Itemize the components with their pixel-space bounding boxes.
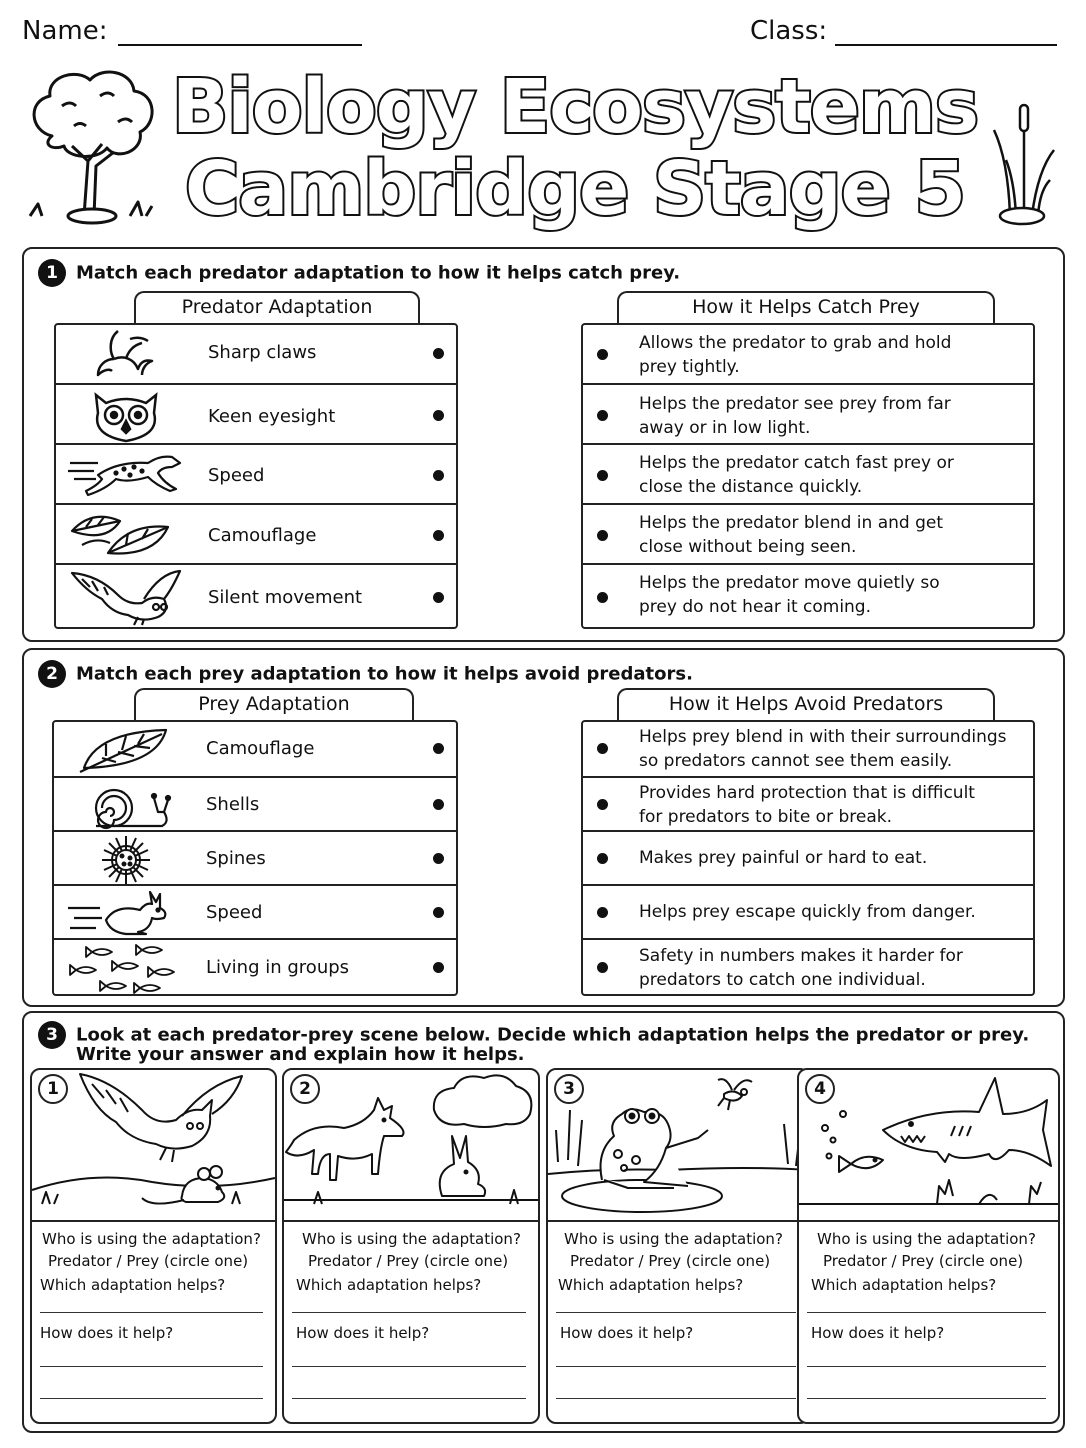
circle-label[interactable]: Predator / Prey (circle one): [570, 1252, 771, 1270]
q3-number: 3: [38, 1021, 66, 1049]
table-row: [583, 443, 1033, 505]
answer-line[interactable]: [40, 1366, 263, 1367]
q2-right-text: Provides hard protection that is difficult: [639, 783, 975, 803]
sea-urchin-icon: [66, 836, 184, 884]
scene-card-1: [30, 1068, 277, 1424]
q1-prompt-text: Match each predator adaptation to how it helps catch prey.: [76, 262, 681, 284]
table-row: [583, 325, 1033, 383]
who-label: Who is using the adaptation?: [817, 1230, 1036, 1248]
q2-right-text: predators to catch one individual.: [639, 970, 926, 990]
q2-right-header: How it Helps Avoid Predators: [617, 688, 995, 722]
q2-right-text: Helps prey escape quickly from danger.: [639, 902, 976, 922]
leaf-icon: [66, 726, 184, 774]
q1-number: 1: [38, 259, 66, 287]
answer-line[interactable]: [292, 1398, 526, 1399]
which-label: Which adaptation helps?: [296, 1276, 482, 1294]
class-line[interactable]: [835, 44, 1057, 46]
table-row: [583, 503, 1033, 565]
q1-left-label: Silent movement: [208, 587, 363, 608]
match-dot[interactable]: [597, 530, 608, 541]
q2-left-label: Living in groups: [206, 957, 350, 978]
q1-right-text: Helps the predator see prey from far: [639, 394, 951, 414]
match-dot[interactable]: [597, 349, 608, 360]
table-row: [56, 503, 456, 565]
match-dot[interactable]: [597, 962, 608, 973]
table-row: [54, 938, 456, 996]
q3-prompt-line-1: Look at each predator-prey scene below. Decide which adaptation helps the predator or prey.: [76, 1024, 1030, 1046]
table-row: [583, 383, 1033, 445]
q1-right-text: away or in low light.: [639, 418, 811, 438]
who-label: Who is using the adaptation?: [564, 1230, 783, 1248]
table-row: [56, 325, 456, 383]
which-label: Which adaptation helps?: [40, 1276, 226, 1294]
match-dot[interactable]: [433, 410, 444, 421]
owl-mouse-scene: [32, 1070, 275, 1220]
table-row: [56, 443, 456, 505]
q1-right-text: prey tightly.: [639, 357, 740, 377]
how-label: How does it help?: [296, 1324, 430, 1342]
answer-line[interactable]: [807, 1312, 1046, 1313]
match-dot[interactable]: [433, 470, 444, 481]
answer-line[interactable]: [556, 1398, 796, 1399]
table-row: [56, 383, 456, 445]
q1-right-text: Helps the predator blend in and get: [639, 513, 943, 533]
match-dot[interactable]: [597, 743, 608, 754]
q1-left-label: Keen eyesight: [208, 406, 336, 427]
q1-left-label: Speed: [208, 465, 265, 486]
answer-line[interactable]: [292, 1366, 526, 1367]
table-row: [54, 884, 456, 940]
q3-prompt-line-2: Write your answer and explain how it helps.: [76, 1044, 525, 1065]
q2-left-label: Speed: [206, 902, 263, 923]
scene-number: 3: [554, 1074, 584, 1104]
name-line[interactable]: [118, 44, 362, 46]
table-row: [54, 776, 456, 832]
circle-label[interactable]: Predator / Prey (circle one): [308, 1252, 509, 1270]
q1-right-text: prey do not hear it coming.: [639, 597, 872, 617]
section-3: [22, 1011, 1065, 1433]
class-label: Class:: [750, 16, 828, 46]
q1-right-text: close the distance quickly.: [639, 477, 863, 497]
tree-icon: [22, 66, 162, 226]
answer-line[interactable]: [807, 1398, 1046, 1399]
table-row: [56, 563, 456, 629]
match-dot[interactable]: [597, 853, 608, 864]
answer-line[interactable]: [556, 1312, 796, 1313]
q2-prompt: [38, 660, 693, 688]
match-dot[interactable]: [597, 592, 608, 603]
scene-number: 2: [290, 1074, 320, 1104]
answer-line[interactable]: [292, 1312, 526, 1313]
answer-line[interactable]: [40, 1398, 263, 1399]
title-line-1: Biology Ecosystems: [171, 64, 979, 150]
match-dot[interactable]: [597, 410, 608, 421]
how-label: How does it help?: [560, 1324, 694, 1342]
scene-number: 1: [38, 1074, 68, 1104]
scene-number: 4: [805, 1074, 835, 1104]
match-dot[interactable]: [433, 348, 444, 359]
frog-insect-scene: [548, 1070, 808, 1220]
match-dot[interactable]: [433, 530, 444, 541]
table-row: [583, 830, 1033, 886]
q1-left-table: [54, 323, 458, 629]
fish-school-icon: [66, 944, 184, 994]
match-dot[interactable]: [597, 470, 608, 481]
answer-line[interactable]: [807, 1366, 1046, 1367]
rabbit-icon: [66, 890, 184, 938]
match-dot[interactable]: [597, 907, 608, 918]
q2-left-label: Shells: [206, 794, 260, 815]
q2-right-text: so predators cannot see them easily.: [639, 751, 953, 771]
q1-left-label: Sharp claws: [208, 342, 317, 363]
table-row: [54, 722, 456, 776]
who-label: Who is using the adaptation?: [42, 1230, 261, 1248]
answer-line[interactable]: [40, 1312, 263, 1313]
section-1: [22, 247, 1065, 642]
q1-left-header: Predator Adaptation: [134, 291, 420, 325]
claw-icon: [68, 329, 186, 379]
q2-right-table: [581, 720, 1035, 996]
q1-prompt: [38, 259, 680, 287]
q1-right-text: Helps the predator catch fast prey or: [639, 453, 954, 473]
cheetah-icon: [68, 449, 186, 501]
match-dot[interactable]: [597, 799, 608, 810]
table-row: [583, 722, 1033, 776]
snail-icon: [66, 782, 184, 830]
table-row: [583, 938, 1033, 996]
table-row: [54, 830, 456, 886]
q1-right-text: close without being seen.: [639, 537, 857, 557]
q2-left-header: Prey Adaptation: [134, 688, 414, 722]
fox-rabbit-scene: [284, 1070, 538, 1220]
q2-right-text: Helps prey blend in with their surroundings: [639, 727, 1007, 747]
q2-right-text: Safety in numbers makes it harder for: [639, 946, 963, 966]
q1-right-text: Helps the predator move quietly so: [639, 573, 940, 593]
match-dot[interactable]: [433, 853, 444, 864]
match-dot[interactable]: [433, 907, 444, 918]
q2-right-text: for predators to bite or break.: [639, 807, 893, 827]
name-label: Name:: [22, 16, 108, 46]
q2-left-table: [52, 720, 458, 996]
match-dot[interactable]: [433, 962, 444, 973]
match-dot[interactable]: [433, 743, 444, 754]
scene-card-3: [546, 1068, 810, 1424]
table-row: [583, 563, 1033, 629]
scene-card-4: [797, 1068, 1060, 1424]
reeds-icon: [980, 100, 1060, 230]
q2-left-label: Camouflage: [206, 738, 315, 759]
q1-right-table: [581, 323, 1035, 629]
q1-right-text: Allows the predator to grab and hold: [639, 333, 952, 353]
owl-face-icon: [68, 389, 186, 441]
q1-right-header: How it Helps Catch Prey: [617, 291, 995, 325]
table-row: [583, 776, 1033, 832]
table-row: [583, 884, 1033, 940]
who-label: Who is using the adaptation?: [302, 1230, 521, 1248]
flying-owl-icon: [68, 569, 186, 625]
q1-left-label: Camouflage: [208, 525, 317, 546]
q2-right-text: Makes prey painful or hard to eat.: [639, 848, 928, 868]
circle-label[interactable]: Predator / Prey (circle one): [823, 1252, 1024, 1270]
match-dot[interactable]: [433, 799, 444, 810]
section-2: [22, 648, 1065, 1007]
circle-label[interactable]: Predator / Prey (circle one): [48, 1252, 249, 1270]
scene-card-2: [282, 1068, 540, 1424]
how-label: How does it help?: [811, 1324, 945, 1342]
which-label: Which adaptation helps?: [811, 1276, 997, 1294]
title-line-2: Cambridge Stage 5: [184, 146, 966, 232]
shark-fish-scene: [799, 1070, 1058, 1220]
q2-left-label: Spines: [206, 848, 266, 869]
how-label: How does it help?: [40, 1324, 174, 1342]
q2-prompt-text: Match each prey adaptation to how it helps avoid predators.: [76, 663, 693, 685]
which-label: Which adaptation helps?: [558, 1276, 744, 1294]
leaves-icon: [68, 509, 186, 561]
q2-number: 2: [38, 660, 66, 688]
match-dot[interactable]: [433, 592, 444, 603]
answer-line[interactable]: [556, 1366, 796, 1367]
